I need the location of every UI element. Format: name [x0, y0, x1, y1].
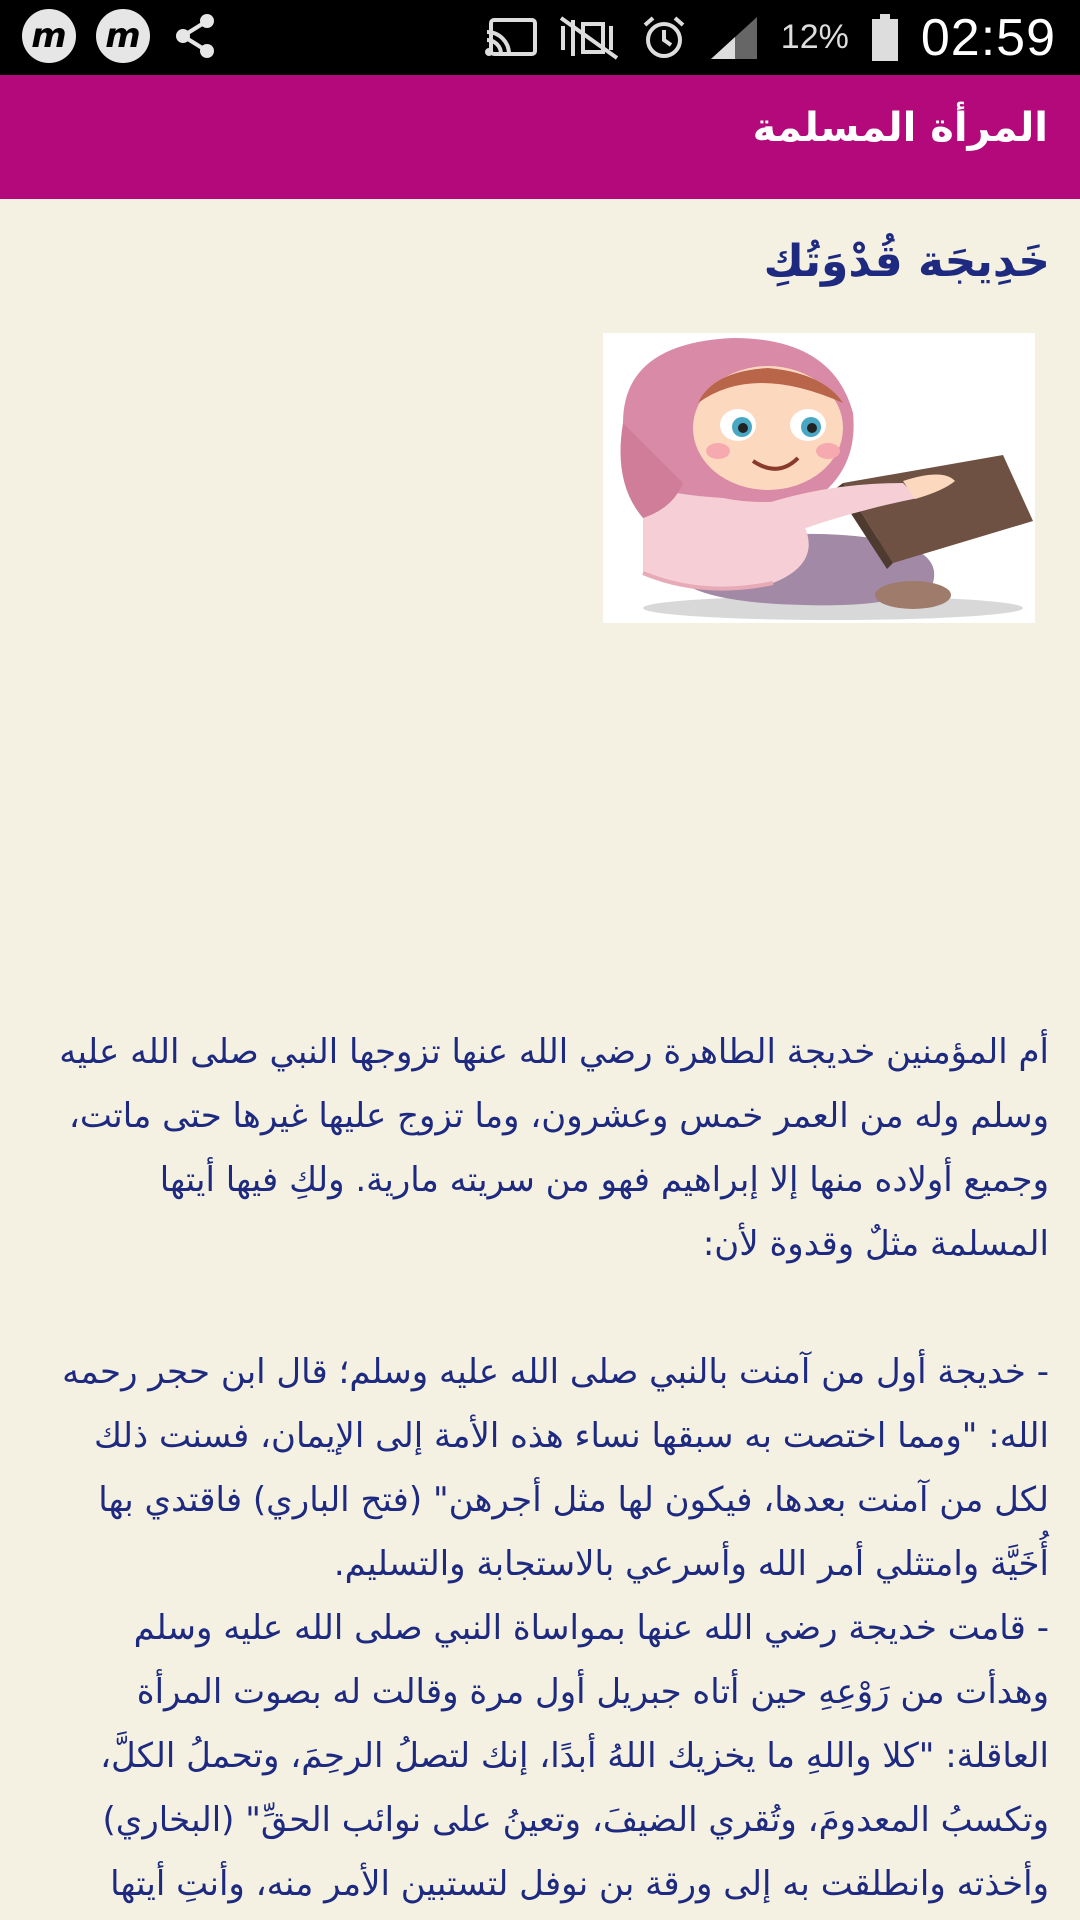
battery-percent: 12% — [780, 18, 849, 56]
app-bar — [0, 75, 1080, 199]
status-left-icons — [22, 9, 220, 63]
cast-icon — [485, 18, 537, 58]
paragraph-point-2: - قامت خديجة رضي الله عنها بمواساة النبي صلى الله عليه وسلم وهدأت من رَوْعِهِ حين أتاه جبريل أول مرة وقالت له بصوت المرأة العاقلة: "كلا واللهِ ما يخزيك اللهُ أبدًا، إنك لتصلُ الرحِمَ، وتحملُ الكلَّ، وتكسبُ المعدومَ، وتُقري الضيفَ، وتعينُ على نوائب الحقِّ" (البخاري) وأخذته وانطلقت به إلى ورقة بن نوفل لتستبين الأمر منه، وأنتِ أيتها — [100, 1608, 1049, 1904]
app-title: المرأة المسلمة — [752, 105, 1048, 151]
status-bar — [0, 0, 1080, 75]
paragraph-spacer — [34, 1276, 1049, 1340]
clock: 02:59 — [920, 8, 1056, 67]
paragraph-intro: أم المؤمنين خديجة الطاهرة رضي الله عنها تزوجها النبي صلى الله عليه وسلم وله من العمر خمس وعشرون، وما تزوج عليها غيرها حتى ماتت، وجميع أولاده منها إلا إبراهيم فهو من سريته مارية. ولكِ فيها أيتها المسلمة مثلٌ وقدوة لأن: — [59, 1032, 1049, 1264]
girl-reading-illustration — [603, 333, 1035, 623]
m-camera-icon: m — [22, 9, 76, 63]
m-icon: m — [96, 9, 150, 63]
article-body — [34, 1020, 1049, 1916]
alarm-icon — [641, 15, 687, 61]
paragraph-point-1: - خديجة أول من آمنت بالنبي صلى الله عليه وسلم؛ قال ابن حجر رحمه الله: "ومما اختصت به سبقها نساء هذه الأمة إلى الإيمان، فسنت ذلك لكل من آمنت بعدها، فيكون لها مثل أجرهن" (فتح الباري) فاقتدي بها أُخَيَّة وامتثلي أمر الله وأسرعي بالاستجابة والتسليم. — [62, 1352, 1049, 1584]
signal-icon — [709, 15, 759, 61]
article-title: خَدِيجَة قُدْوَتُكِ — [763, 236, 1050, 287]
share-icon — [170, 9, 220, 63]
mute-icon — [559, 16, 619, 60]
status-right-icons — [485, 0, 1056, 75]
battery-icon — [871, 14, 899, 62]
